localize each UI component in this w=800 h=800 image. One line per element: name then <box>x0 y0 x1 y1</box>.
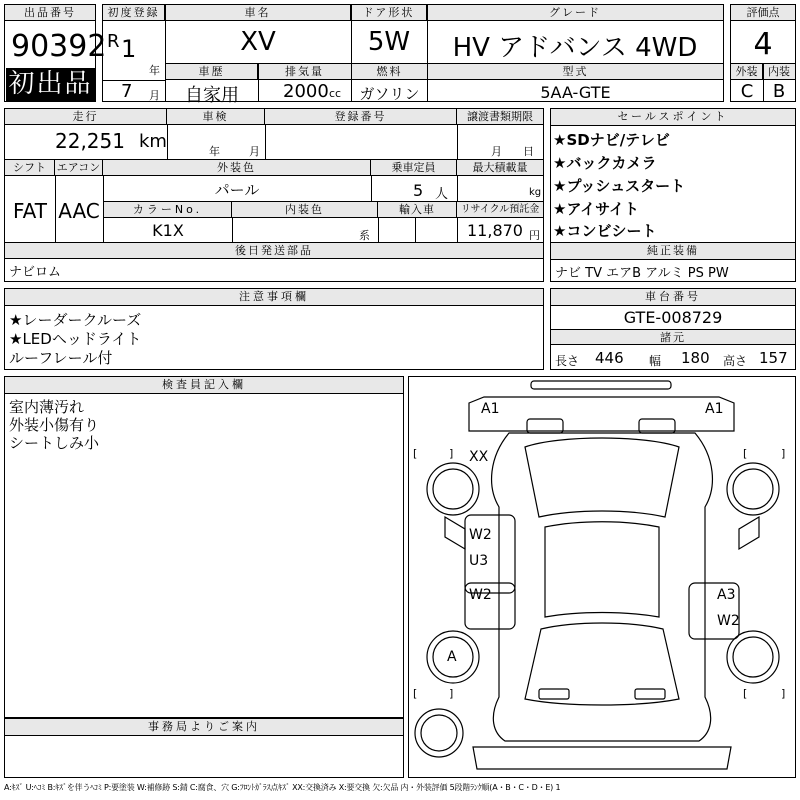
later-parts-label: 後日発送部品 <box>5 243 543 259</box>
ext-color-label: 外装色 <box>103 160 371 176</box>
car-diagram-svg <box>409 377 795 777</box>
inspector-note-1: 室内薄汚れ <box>9 398 85 416</box>
mark-wheel: A <box>447 649 457 665</box>
lot-number-box <box>4 4 107 102</box>
vehicle-info-table <box>4 108 544 282</box>
sales-points-label: セールスポイント <box>551 109 795 126</box>
color-no-label: カラーNo. <box>104 202 232 218</box>
svg-text:]: ] <box>781 447 786 460</box>
transfer-day: 日 <box>523 145 534 158</box>
notes-label: 注意事項欄 <box>5 289 543 306</box>
mark-front-right: A1 <box>705 401 724 417</box>
equipment-label: 純正装備 <box>551 242 795 260</box>
capacity-unit: 人 <box>435 187 449 202</box>
svg-text:]: ] <box>781 687 786 700</box>
length-label: 長さ <box>555 354 580 368</box>
mark-door-l3: W2 <box>469 587 492 603</box>
score-box <box>730 4 796 102</box>
chassis-box <box>550 288 796 370</box>
main-header-table <box>102 4 724 106</box>
inspector-note-3: シートしみ小 <box>9 434 100 452</box>
sales-point-2: ★バックカメラ <box>553 154 657 172</box>
later-parts: ナビロム <box>9 265 62 280</box>
mark-front-left: A1 <box>481 401 500 417</box>
grade: HV アドバンス 4WD <box>452 33 698 63</box>
grade-label: グレード <box>427 5 723 21</box>
ac-label: エアコン <box>55 160 103 176</box>
door-label: ドア形状 <box>351 5 427 21</box>
note-2: ★LEDヘッドライト <box>9 330 142 348</box>
mark-door-r2: W2 <box>717 613 740 629</box>
int-color-unit: 系 <box>359 229 370 242</box>
score: 4 <box>753 27 773 62</box>
sales-point-5: ★コンビシート <box>553 222 657 240</box>
recycle-unit: 円 <box>529 229 540 242</box>
score-label: 評価点 <box>731 5 795 21</box>
car-diagram <box>408 376 796 778</box>
max-load-label: 最大積載量 <box>457 160 543 176</box>
inspector-box <box>4 376 404 718</box>
reg-no-label: 登録番号 <box>265 109 457 125</box>
model-label: 型式 <box>428 64 723 80</box>
sales-point-4: ★アイサイト <box>553 200 640 218</box>
car-name: XV <box>240 27 276 57</box>
insp-year: 年 <box>209 145 220 158</box>
import-label: 輸入車 <box>378 202 457 218</box>
door-type: 5W <box>367 27 411 57</box>
exterior-grade: C <box>740 81 754 102</box>
svg-text:[: [ <box>743 687 748 700</box>
mark-door-l1: W2 <box>469 527 492 543</box>
sales-point-3: ★プッシュスタート <box>553 177 686 195</box>
capacity: 5 <box>413 181 424 200</box>
mark-hood: XX <box>469 449 489 465</box>
mileage-label: 走行 <box>5 109 167 125</box>
fuel-label: 燃料 <box>352 64 427 80</box>
mileage-unit: km <box>139 131 167 152</box>
mark-door-l2: U3 <box>469 553 489 569</box>
svg-text:[: [ <box>413 687 418 700</box>
dims-label: 諸元 <box>551 329 795 345</box>
length: 446 <box>595 349 624 367</box>
model: 5AA-GTE <box>540 83 611 102</box>
ac: AAC <box>58 199 100 223</box>
svg-text:[: [ <box>413 447 418 460</box>
car-name-label: 車名 <box>165 5 351 21</box>
svg-text:[: [ <box>743 447 748 460</box>
color-no: K1X <box>152 221 184 240</box>
note-3: ルーフレール付 <box>9 349 113 367</box>
inspector-label: 検査員記入欄 <box>5 377 403 394</box>
era: R <box>107 31 120 52</box>
sales-point-1: ★SDナビ/テレビ <box>553 131 670 149</box>
transfer-month: 月 <box>491 145 502 158</box>
int-color-label: 内装色 <box>232 202 378 218</box>
lot-number: 90392 <box>11 29 107 64</box>
equipment: ナビ TV エアB アルミ PS PW <box>555 266 729 281</box>
width-label: 幅 <box>649 354 662 368</box>
mark-door-r1: A3 <box>717 587 736 603</box>
displacement: 2000 <box>283 81 329 102</box>
office-label: 事務局よりご案内 <box>5 719 403 736</box>
reg-label: 初度登録 <box>103 5 165 21</box>
interior-grade: B <box>772 81 786 102</box>
note-1: ★レーダークルーズ <box>9 311 142 329</box>
mileage: 22,251 <box>55 129 125 153</box>
legend: A:ｷｽﾞ U:ﾍｺﾐ B:ｷｽﾞを伴うﾍｺﾐ P:要塗装 W:補修跡 S:錆 C:腐食、穴 G:ﾌﾛﾝﾄｶﾞﾗｽ点ｷｽﾞ XX:交換済み X:要交換 欠:欠品 内・外装評価 5段階ﾗﾝｸ順(A・B・C・D・E) 1 <box>4 783 561 792</box>
history-label: 車歴 <box>166 64 258 80</box>
notes-box <box>4 288 544 370</box>
shift-label: シフト <box>5 160 55 176</box>
interior-label: 内装 <box>763 64 795 80</box>
recycle: 11,870 <box>467 221 523 240</box>
svg-text:]: ] <box>449 687 454 700</box>
year-value: 1 <box>121 35 137 63</box>
svg-text:]: ] <box>449 447 454 460</box>
max-load-unit: kg <box>529 187 542 198</box>
history: 自家用 <box>185 85 239 106</box>
transfer-label: 譲渡書類期限 <box>457 109 543 125</box>
height-label: 高さ <box>723 354 748 368</box>
fuel: ガソリン <box>359 85 420 103</box>
ext-color: パール <box>214 181 260 199</box>
capacity-label: 乗車定員 <box>371 160 457 176</box>
sales-points-box <box>550 108 796 282</box>
chassis-number: GTE-008729 <box>623 308 723 327</box>
month-unit: 月 <box>149 89 160 102</box>
displacement-label: 排気量 <box>258 64 351 80</box>
recycle-label: リサイクル預託金 <box>457 202 543 218</box>
width: 180 <box>681 349 710 367</box>
month-value: 7 <box>121 81 133 102</box>
year-unit: 年 <box>149 64 160 77</box>
displacement-unit: cc <box>329 87 342 100</box>
insp-month: 月 <box>249 145 260 158</box>
lot-label: 出品番号 <box>5 5 95 21</box>
inspector-note-2: 外装小傷有り <box>9 416 100 434</box>
height: 157 <box>759 349 788 367</box>
shift: FAT <box>12 199 47 223</box>
chassis-label: 車台番号 <box>551 289 795 306</box>
first-listing-badge: 初出品 <box>6 68 95 101</box>
inspection-label: 車検 <box>167 109 265 125</box>
exterior-label: 外装 <box>731 64 763 80</box>
office-box <box>4 718 404 778</box>
